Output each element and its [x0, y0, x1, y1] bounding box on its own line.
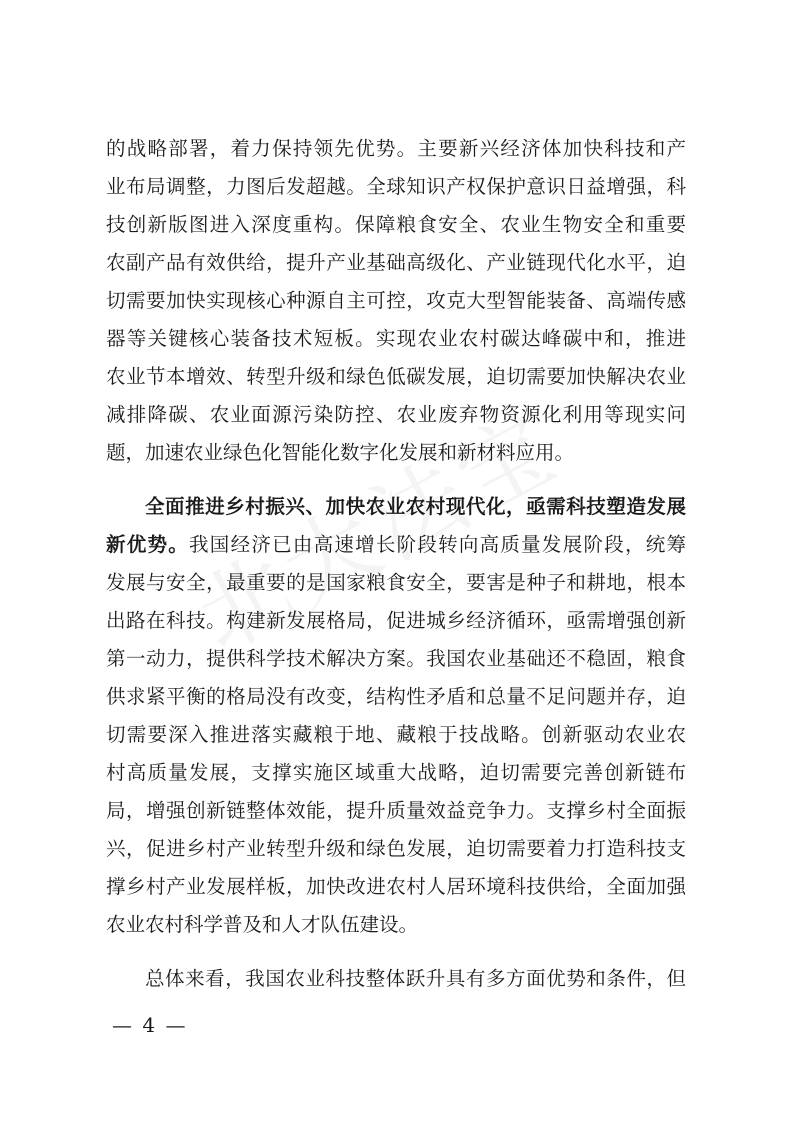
paragraph-heading: 全面推进乡村振兴、加快农业农村现代化，亟需科技塑造发展	[145, 495, 686, 518]
text-line: 农副产品有效供给，提升产业基础高级化、产业链现代化水平，迫	[106, 251, 686, 274]
text-line: 局，增强创新链整体效能，提升质量效益竞争力。支撑乡村全面振	[106, 799, 686, 822]
text-line: 器等关键核心装备技术短板。实现农业农村碳达峰碳中和，推进	[106, 327, 686, 350]
text-line: 题，加速农业绿色化智能化数字化发展和新材料应用。	[106, 441, 575, 464]
text-line	[106, 526, 686, 564]
text-line: 的战略部署，着力保持领先优势。主要新兴经济体加快科技和产	[106, 137, 686, 160]
page-number: — 4 —	[112, 1013, 188, 1037]
paragraph-heading-tail: 新优势。	[106, 533, 190, 556]
text-line: 撑乡村产业发展样板，加快改进农村人居环境科技供给，全面加强	[106, 875, 686, 898]
text-line: 切需要深入推进落实藏粮于地、藏粮于技战略。创新驱动农业农	[106, 723, 686, 746]
text-line: 发展与安全，最重要的是国家粮食安全，要害是种子和耕地，根本	[106, 571, 686, 594]
text-line: 技创新版图进入深度重构。保障粮食安全、农业生物安全和重要	[106, 213, 686, 236]
text-line: 农业节本增效、转型升级和绿色低碳发展，迫切需要加快解决农业	[106, 365, 686, 388]
text-line: 供求紧平衡的格局没有改变，结构性矛盾和总量不足问题并存，迫	[106, 685, 686, 708]
text-line: 减排降碳、农业面源污染防控、农业废弃物资源化利用等现实问	[106, 403, 686, 426]
text-line: 总体来看，我国农业科技整体跃升具有多方面优势和条件，但	[145, 967, 686, 990]
text-line: 兴，促进乡村产业转型升级和绿色发展，迫切需要着力打造科技支	[106, 837, 686, 860]
text-line: 村高质量发展，支撑实施区域重大战略，迫切需要完善创新链布	[106, 761, 686, 784]
text-line: 出路在科技。构建新发展格局，促进城乡经济循环，亟需增强创新	[106, 609, 686, 632]
text-run: 我国经济已由高速增长阶段转向高质量发展阶段，统筹	[189, 533, 686, 556]
text-line: 第一动力，提供科学技术解决方案。我国农业基础还不稳固，粮食	[106, 647, 686, 670]
text-line: 农业农村科学普及和人才队伍建设。	[106, 913, 419, 936]
text-line: 业布局调整，力图后发超越。全球知识产权保护意识日益增强，科	[106, 175, 686, 198]
text-line: 切需要加快实现核心种源自主可控，攻克大型智能装备、高端传感	[106, 289, 686, 312]
